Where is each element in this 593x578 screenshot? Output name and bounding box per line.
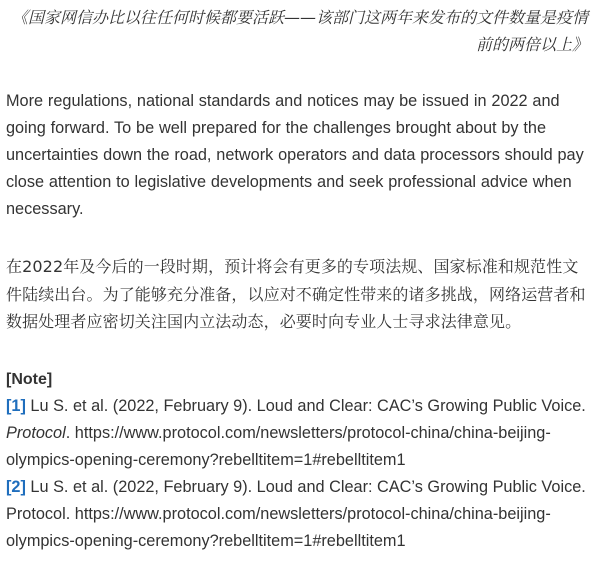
reference-1-link[interactable]: [1] [6,396,26,415]
reference-1 [6,393,588,474]
reference-1-url: . https://www.protocol.com/newsletters/protocol-china/china-beijing-olympics-opening-ceremony?rebelltitem=1#rebelltitem1 [6,423,551,469]
paragraph-english: More regulations, national standards and notices may be issued in 2022 and going forward. To be well prepared for the challenges brought about by the uncertainties down the road, network operators and data processors should pay close attention to legislative developments and seek professional advice when necessary. [6,92,584,218]
note-heading: [Note] [6,370,53,388]
paragraph-chinese: 在2022年及今后的一段时期，预计将会有更多的专项法规、国家标准和规范性文件陆续出台。为了能够充分准备，以应对不确定性带来的诸多挑战，网络运营者和数据处理者应密切关注国内立法动态，必要时向专业人士寻求法律意见。 [6,257,586,331]
reference-1-publication: Protocol [6,423,66,442]
reference-2-link[interactable]: [2] [6,477,26,496]
reference-2-text: Lu S. et al. (2022, February 9). Loud and Clear: CAC’s Growing Public Voice. Protocol. https://www.protocol.com/newsletters/protocol-china/china-beijing-olympics-opening-ceremony?rebelltitem=1#rebelltitem1 [6,477,586,550]
article-body [6,0,588,555]
quote-title: 《国家网信办比以往任何时候都要活跃——该部门这两年来发布的文件数量是疫情前的两倍以上》 [11,8,588,54]
reference-2 [6,474,588,555]
reference-1-text: Lu S. et al. (2022, February 9). Loud and Clear: CAC’s Growing Public Voice. [25,396,586,415]
